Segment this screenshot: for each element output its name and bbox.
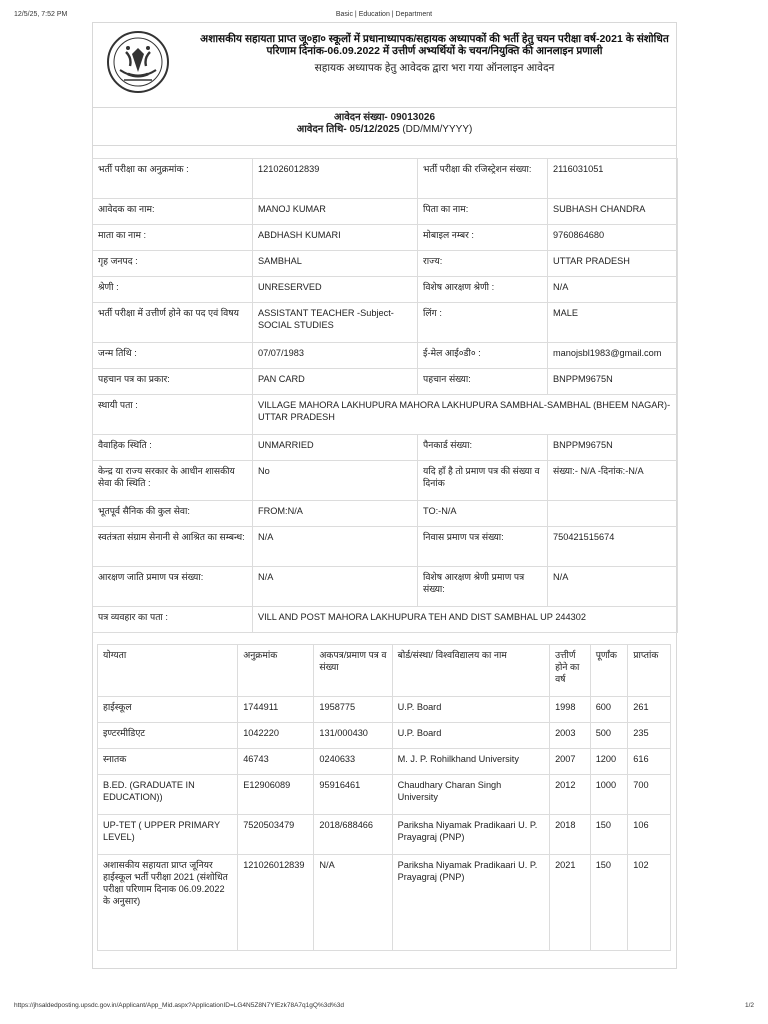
detail-label: श्रेणी : — [93, 277, 253, 303]
detail-label: वैवाहिक स्थिति : — [93, 435, 253, 461]
detail-value: SAMBHAL — [253, 251, 418, 277]
detail-value: UNMARRIED — [253, 435, 418, 461]
detail-value: 750421515674 — [548, 527, 678, 567]
detail-label: पैनकार्ड संख्या: — [418, 435, 548, 461]
detail-label: पहचान संख्या: — [418, 369, 548, 395]
qualification-column-header: पूर्णांक — [590, 645, 628, 697]
detail-label: भूतपूर्व सैनिक की कुल सेवा: — [93, 501, 253, 527]
qualification-cell: 121026012839 — [238, 855, 314, 951]
detail-label: गृह जनपद : — [93, 251, 253, 277]
detail-label: आरक्षण जाति प्रमाण पत्र संख्या: — [93, 567, 253, 607]
detail-label: लिंग : — [418, 303, 548, 343]
detail-label: ई-मेल आई०डी० : — [418, 343, 548, 369]
detail-value — [548, 501, 678, 527]
detail-label: केन्द्र या राज्य सरकार के आधीन शासकीय सेवा की स्थिति : — [93, 461, 253, 501]
qualification-column-header: योग्यता — [98, 645, 238, 697]
detail-row — [93, 251, 678, 277]
detail-row — [93, 461, 678, 501]
qualification-cell: अशासकीय सहायता प्राप्त जूनियर हाईस्कूल भर्ती परीक्षा 2021 (संशोधित परीक्षा परिणाम दिनाक 06.09.2022 के अनुसार) — [98, 855, 238, 951]
detail-value: N/A — [253, 527, 418, 567]
detail-label: विशेष आरक्षण श्रेणी प्रमाण पत्र संख्या: — [418, 567, 548, 607]
detail-label: भर्ती परीक्षा की रजिस्ट्रेशन संख्या: — [418, 159, 548, 199]
qualification-cell: Pariksha Niyamak Pradikaari U. P. Prayagraj (PNP) — [392, 815, 549, 855]
applicant-details-table — [92, 158, 678, 633]
qualification-cell: B.ED. (GRADUATE IN EDUCATION)) — [98, 775, 238, 815]
form-header — [92, 22, 677, 108]
qualification-cell: 261 — [628, 697, 671, 723]
qualification-cell: 500 — [590, 723, 628, 749]
qualification-cell: Chaudhary Charan Singh University — [392, 775, 549, 815]
up-government-emblem-icon — [106, 30, 170, 94]
detail-value: N/A — [548, 277, 678, 303]
detail-value: manojsbl1983@gmail.com — [548, 343, 678, 369]
detail-value: No — [253, 461, 418, 501]
detail-label: यदि हाँ है तो प्रमाण पत्र की संख्या व दिनांक — [418, 461, 548, 501]
qualification-cell: 95916461 — [314, 775, 392, 815]
detail-row — [93, 567, 678, 607]
qualification-cell: इण्टरमीडिएट — [98, 723, 238, 749]
qualification-cell: 150 — [590, 855, 628, 951]
qualification-cell: स्नातक — [98, 749, 238, 775]
qualification-cell: 150 — [590, 815, 628, 855]
detail-label: स्वतंत्रता संग्राम सेनानी से आश्रित का सम्बन्ध: — [93, 527, 253, 567]
detail-label: विशेष आरक्षण श्रेणी : — [418, 277, 548, 303]
qualification-column-header: प्राप्तांक — [628, 645, 671, 697]
detail-label: पिता का नाम: — [418, 199, 548, 225]
print-page-number: 1/2 — [744, 1002, 754, 1009]
detail-value: 9760864680 — [548, 225, 678, 251]
application-info — [92, 107, 677, 146]
detail-row — [93, 501, 678, 527]
qualification-cell: 7520503479 — [238, 815, 314, 855]
detail-value: PAN CARD — [253, 369, 418, 395]
detail-label: TO:-N/A — [418, 501, 548, 527]
qualification-cell: M. J. P. Rohilkhand University — [392, 749, 549, 775]
print-header — [14, 11, 754, 21]
qualification-cell: 2012 — [550, 775, 591, 815]
detail-row — [93, 199, 678, 225]
detail-label: स्थायी पता : — [93, 395, 253, 435]
qualification-cell: 235 — [628, 723, 671, 749]
detail-row — [93, 225, 678, 251]
qualification-row — [98, 855, 671, 951]
qualification-cell: 131/000430 — [314, 723, 392, 749]
qualification-cell: 2018/688466 — [314, 815, 392, 855]
print-footer — [14, 1002, 754, 1012]
qualification-table — [97, 644, 671, 951]
qualification-row — [98, 697, 671, 723]
detail-row — [93, 369, 678, 395]
qualification-cell: 600 — [590, 697, 628, 723]
detail-value: ABDHASH KUMARI — [253, 225, 418, 251]
qualification-cell: U.P. Board — [392, 697, 549, 723]
qualification-cell: 616 — [628, 749, 671, 775]
detail-value: MALE — [548, 303, 678, 343]
detail-value: FROM:N/A — [253, 501, 418, 527]
qualification-cell: 700 — [628, 775, 671, 815]
detail-value: 07/07/1983 — [253, 343, 418, 369]
detail-label: निवास प्रमाण पत्र संख्या: — [418, 527, 548, 567]
qualification-cell: N/A — [314, 855, 392, 951]
print-page-url: https://jhsaldedposting.upsdc.gov.in/Applicant/App_Mid.aspx?ApplicationID=LG4N5Z8N7YlEzk78A7q1gQ%3d%3d — [14, 1002, 344, 1009]
qualification-column-header: उत्तीर्ण होने का वर्ष — [550, 645, 591, 697]
detail-value: UNRESERVED — [253, 277, 418, 303]
qualification-row — [98, 775, 671, 815]
detail-row — [93, 159, 678, 199]
detail-label: भर्ती परीक्षा में उत्तीर्ण होने का पद एवं विषय — [93, 303, 253, 343]
detail-row — [93, 343, 678, 369]
detail-value: MANOJ KUMAR — [253, 199, 418, 225]
qualification-cell: 1200 — [590, 749, 628, 775]
form-subtitle: सहायक अध्यापक हेतु आवेदक द्वारा भरा गया ऑनलाइन आवेदन — [314, 62, 555, 74]
detail-value: BNPPM9675N — [548, 435, 678, 461]
qualification-cell: 1000 — [590, 775, 628, 815]
print-datetime: 12/5/25, 7:52 PM — [14, 11, 68, 18]
qualification-cell: 2003 — [550, 723, 591, 749]
detail-row — [93, 607, 678, 633]
detail-label: माता का नाम : — [93, 225, 253, 251]
detail-label: भर्ती परीक्षा का अनुक्रमांक : — [93, 159, 253, 199]
detail-value: 2116031051 — [548, 159, 678, 199]
application-date: आवेदन तिथि- 05/12/2025 — [296, 124, 400, 135]
qualification-cell: 2007 — [550, 749, 591, 775]
qualification-cell: 1998 — [550, 697, 591, 723]
detail-row — [93, 277, 678, 303]
detail-row — [93, 435, 678, 461]
detail-row — [93, 303, 678, 343]
detail-label: आवेदक का नाम: — [93, 199, 253, 225]
detail-row — [93, 527, 678, 567]
qualification-cell: UP-TET ( UPPER PRIMARY LEVEL) — [98, 815, 238, 855]
detail-value: N/A — [548, 567, 678, 607]
detail-value: SUBHASH CHANDRA — [548, 199, 678, 225]
qualification-cell: हाईस्कूल — [98, 697, 238, 723]
qualification-header-row — [98, 645, 671, 697]
qualification-row — [98, 723, 671, 749]
detail-label: मोबाइल नम्बर : — [418, 225, 548, 251]
date-format-hint: (DD/MM/YYYY) — [402, 124, 473, 135]
qualification-column-header: बोर्ड/संस्था/ विश्वविद्यालय का नाम — [392, 645, 549, 697]
qualification-cell: 1958775 — [314, 697, 392, 723]
qualification-cell: E12906089 — [238, 775, 314, 815]
qualification-cell: 106 — [628, 815, 671, 855]
qualification-cell: 2021 — [550, 855, 591, 951]
detail-value: VILLAGE MAHORA LAKHUPURA MAHORA LAKHUPURA SAMBHAL-SAMBHAL (BHEEM NAGAR)-UTTAR PRADESH — [253, 395, 678, 435]
qualification-cell: 46743 — [238, 749, 314, 775]
detail-label: जन्म तिथि : — [93, 343, 253, 369]
detail-value: UTTAR PRADESH — [548, 251, 678, 277]
qualification-cell: 1744911 — [238, 697, 314, 723]
detail-label: पत्र व्यवहार का पता : — [93, 607, 253, 633]
qualification-cell: 1042220 — [238, 723, 314, 749]
detail-value: VILL AND POST MAHORA LAKHUPURA TEH AND DIST SAMBHAL UP 244302 — [253, 607, 678, 633]
qualification-column-header: अनुक्रमांक — [238, 645, 314, 697]
detail-value: 121026012839 — [253, 159, 418, 199]
qualification-column-header: अकपत्र/प्रमाण पत्र व संख्या — [314, 645, 392, 697]
detail-value: संख्या:- N/A -दिनांक:-N/A — [548, 461, 678, 501]
detail-label: पहचान पत्र का प्रकार: — [93, 369, 253, 395]
detail-value: BNPPM9675N — [548, 369, 678, 395]
qualification-row — [98, 749, 671, 775]
detail-label: राज्य: — [418, 251, 548, 277]
form-title: अशासकीय सहायता प्राप्त जू०हा० स्कूलों में प्रधानाध्यापक/सहायक अध्यापकों की भर्ती हेतु चयन परीक्षा वर्ष-2021 के संशोधित परिणाम दिनांक-06.09.2022 में उत्तीर्ण अभ्यर्थियों के चयन/नियुक्ति की आनलाइन प्रणाली — [200, 33, 669, 57]
application-number: आवेदन संख्या- 09013026 — [333, 112, 436, 123]
print-page-title: Basic | Education | Department — [335, 11, 433, 18]
qualification-cell: U.P. Board — [392, 723, 549, 749]
qualification-cell: 102 — [628, 855, 671, 951]
detail-value: N/A — [253, 567, 418, 607]
detail-value: ASSISTANT TEACHER -Subject-SOCIAL STUDIES — [253, 303, 418, 343]
qualification-cell: 2018 — [550, 815, 591, 855]
qualification-row — [98, 815, 671, 855]
qualification-cell: 0240633 — [314, 749, 392, 775]
qualification-cell: Pariksha Niyamak Pradikaari U. P. Prayagraj (PNP) — [392, 855, 549, 951]
detail-row — [93, 395, 678, 435]
